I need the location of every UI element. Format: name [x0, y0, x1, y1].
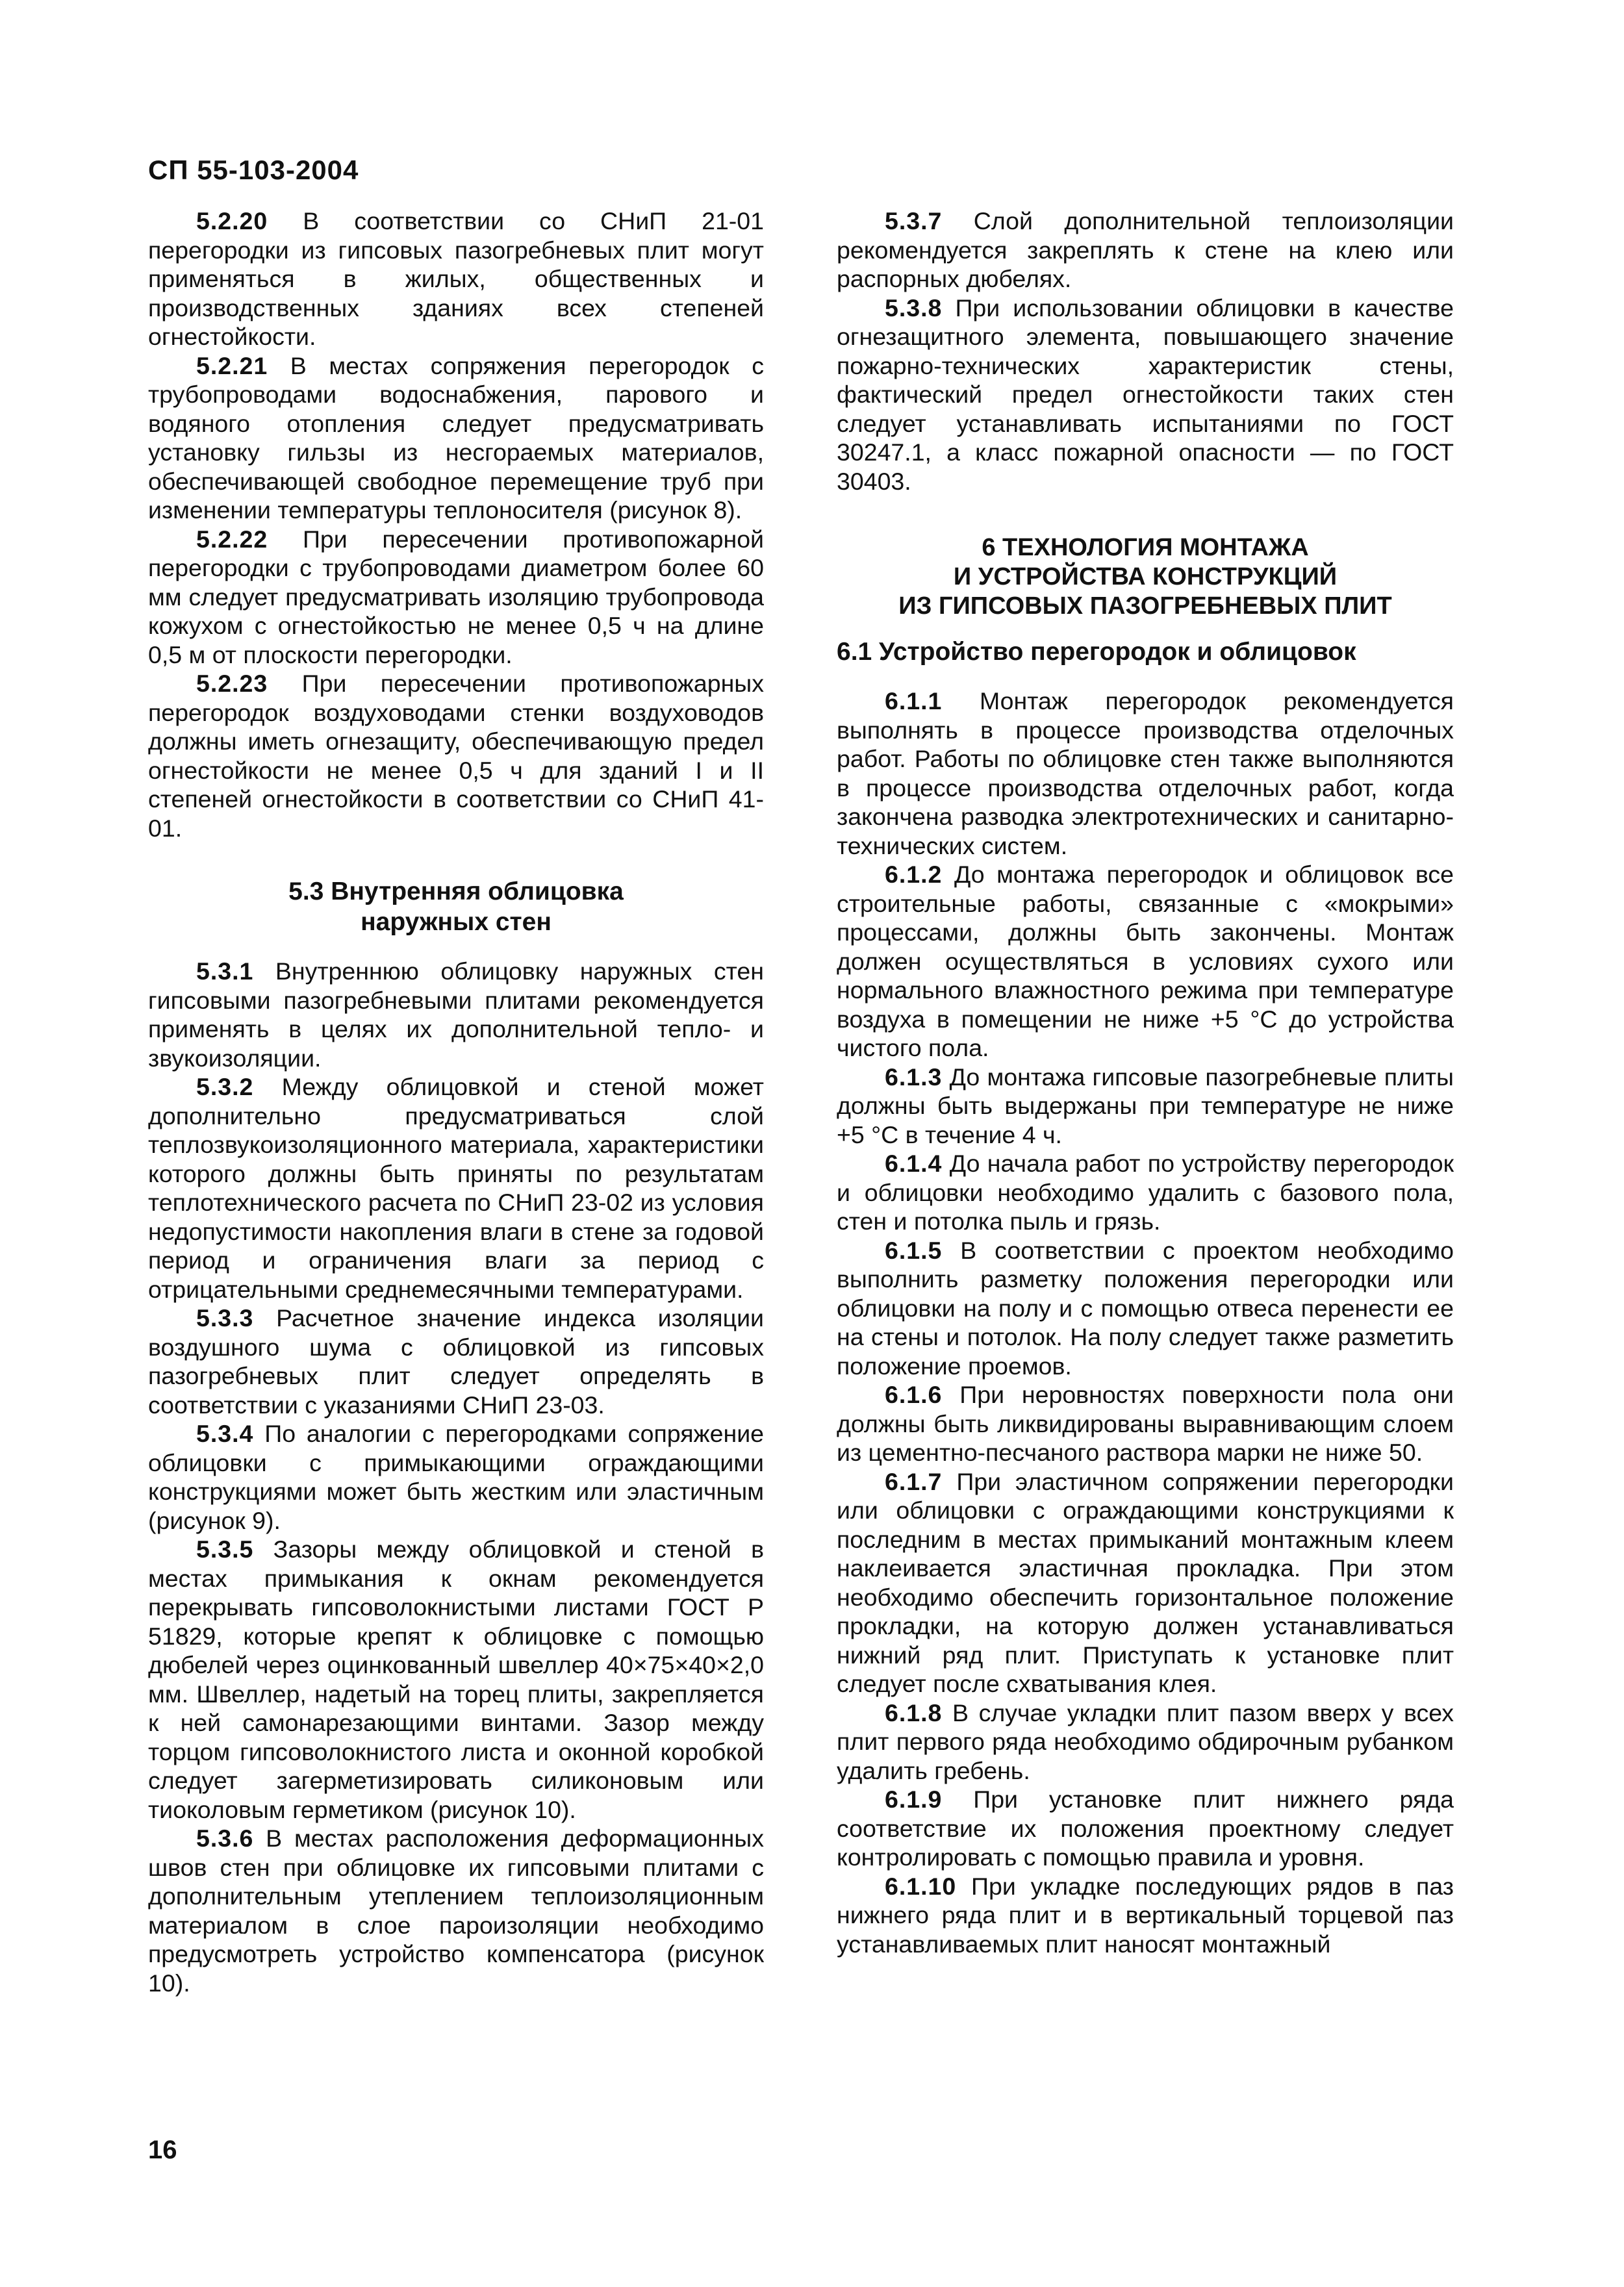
paragraph-text: Зазоры между облицовкой и стеной в местах примыкания к окнам рекомендуется перекрывать гипсоволокнистыми листами ГОСТ Р 51829, которые крепят к облицовке с помощью дюбелей через оцинкованный швеллер 40×75×40×2,0 мм. Швеллер, надетый на торец плиты, закрепляется к ней самонарезающими винтами. Зазор между торцом гипсоволокнистого листа и оконной коробкой следует загерметизировать силиконовым или тиоколовым герметиком (рисунок 10). [148, 1535, 764, 1823]
paragraph-6-1-2 [837, 860, 1454, 1063]
section-6-1-heading: 6.1 Устройство перегородок и облицовок [837, 638, 1356, 666]
paragraph-text: До начала работ по устройству перегородок и облицовки необходимо удалить с базового пола, стен и потолка пыль и грязь. [837, 1150, 1454, 1235]
paragraph-number: 5.3.7 [885, 207, 943, 234]
paragraph-5-3-4 [148, 1419, 764, 1535]
chapter-6-heading [837, 533, 1454, 621]
paragraph-6-1-8 [837, 1699, 1454, 1786]
paragraph-number: 5.2.21 [196, 351, 268, 379]
paragraph-5-3-2 [148, 1072, 764, 1304]
paragraph-text: Внутреннюю облицовку наружных стен гипсовыми пазогребневыми плитами рекомендуется применять в целях их дополнительной тепло- и звукоизоляции. [148, 957, 764, 1072]
paragraph-text: Монтаж перегородок рекомендуется выполнять в процессе производства отделочных работ. Работы по облицовке стен также выполняются в процессе производства отделочных работ, когда закончена разводка электротехнических и санитарно-технических систем. [837, 687, 1454, 859]
paragraph-5-2-20 [148, 207, 764, 351]
paragraph-number: 5.3.3 [196, 1304, 254, 1332]
paragraph-number: 6.1.4 [885, 1150, 943, 1177]
paragraph-6-1-10 [837, 1872, 1454, 1959]
paragraph-text: При эластичном сопряжении перегородки или облицовки с ограждающими конструкциями к последним в местах примыканий монтажным клеем наклеивается эластичная прокладка. При этом необходимо обеспечить горизонтальное положение прокладки, на которую должен устанавливаться нижний ряд плит. Приступать к установке плит следует после схватывания клея. [837, 1467, 1454, 1697]
paragraph-number: 6.1.5 [885, 1236, 943, 1264]
paragraph-5-3-8 [837, 294, 1454, 496]
paragraph-text: В местах сопряжения перегородок с трубопроводами водоснабжения, парового и водяного отопления следует предусматривать установку гильзы из несгораемых материалов, обеспечивающей свободное перемещение труб при изменении температуры теплоносителя (рисунок 8). [148, 351, 764, 524]
right-column [837, 207, 1454, 1958]
paragraph-text: Слой дополнительной теплоизоляции рекомендуется закреплять к стене на клею или распорных дюбелях. [837, 207, 1454, 292]
document-code: СП 55-103-2004 [148, 155, 359, 185]
paragraph-number: 6.1.2 [885, 861, 943, 888]
heading-line: 5.3 Внутренняя облицовка [288, 878, 624, 905]
paragraph-text: При неровностях поверхности пола они должны быть ликвидированы выравнивающим слоем из цементно-песчаного раствора марки не ниже 50. [837, 1381, 1454, 1466]
paragraph-number: 5.3.2 [196, 1073, 254, 1100]
paragraph-number: 6.1.1 [885, 687, 943, 714]
section-5-3-heading [148, 876, 764, 937]
paragraph-5-2-21 [148, 351, 764, 525]
paragraph-6-1-3 [837, 1063, 1454, 1150]
paragraph-text: При использовании облицовки в качестве огнезащитного элемента, повышающего значение пожарно-технических характеристик стены, фактический предел огнестойкости таких стен следует устанавливать испытаниями по ГОСТ 30247.1, а класс пожарной опасности — по ГОСТ 30403. [837, 294, 1454, 495]
paragraph-6-1-5 [837, 1236, 1454, 1381]
page-number: 16 [148, 2136, 177, 2164]
paragraph-6-1-1 [837, 687, 1454, 860]
paragraph-text: До монтажа гипсовые пазогребневые плиты должны быть выдержаны при температуре не ниже +5 °С в течение 4 ч. [837, 1063, 1454, 1148]
paragraph-number: 6.1.6 [885, 1381, 943, 1408]
paragraph-5-2-22 [148, 525, 764, 670]
heading-line: ИЗ ГИПСОВЫХ ПАЗОГРЕБНЕВЫХ ПЛИТ [898, 592, 1392, 620]
paragraph-number: 5.3.4 [196, 1420, 254, 1447]
paragraph-text: В соответствии с проектом необходимо выполнить разметку положения перегородки или облицовки на полу и с помощью отвеса перенести ее на стены и потолок. На полу следует также разметить положение проемов. [837, 1236, 1454, 1380]
heading-line: И УСТРОЙСТВА КОНСТРУКЦИЙ [953, 563, 1338, 590]
paragraph-5-3-5 [148, 1535, 764, 1824]
paragraph-number: 6.1.3 [885, 1063, 943, 1091]
paragraph-number: 6.1.10 [885, 1872, 957, 1900]
paragraph-text: В случае укладки плит пазом вверх у всех плит первого ряда необходимо обдирочным рубанком удалить гребень. [837, 1699, 1454, 1784]
paragraph-text: При укладке последующих рядов в паз нижнего ряда плит и в вертикальный торцевой паз устанавливаемых плит наносят монтажный [837, 1872, 1454, 1958]
paragraph-text: При установке плит нижнего ряда соответствие их положения проектному следует контролировать с помощью правила и уровня. [837, 1786, 1454, 1871]
paragraph-6-1-9 [837, 1785, 1454, 1872]
paragraph-number: 5.2.20 [196, 207, 268, 234]
paragraph-5-2-23 [148, 669, 764, 842]
paragraph-5-3-7 [837, 207, 1454, 294]
paragraph-number: 5.2.23 [196, 670, 268, 697]
left-column [148, 207, 764, 1997]
paragraph-5-3-3 [148, 1304, 764, 1419]
paragraph-number: 5.3.8 [885, 294, 943, 322]
paragraph-text: По аналогии с перегородками сопряжение облицовки с примыкающими ограждающими конструкциями может быть жестким или эластичным (рисунок 9). [148, 1420, 764, 1534]
paragraph-text: До монтажа перегородок и облицовок все строительные работы, связанные с «мокрыми» процессами, должны быть закончены. Монтаж должен осуществляться в условиях сухого или нормального влажностного режима при температуре воздуха в помещении не ниже +5 °С до устройства чистого пола. [837, 861, 1454, 1061]
paragraph-text: Между облицовкой и стеной может дополнительно предусматриваться слой теплозвукоизоляционного материала, характеристики которого должны быть приняты по результатам теплотехнического расчета по СНиП 23-02 из условия недопустимости накопления влаги в стене за годовой период и ограничения влаги за период с отрицательными среднемесячными температурами. [148, 1073, 764, 1303]
paragraph-number: 6.1.8 [885, 1699, 943, 1726]
heading-line: 6 ТЕХНОЛОГИЯ МОНТАЖА [982, 534, 1309, 561]
paragraph-number: 5.3.6 [196, 1825, 254, 1852]
paragraph-text: Расчетное значение индекса изоляции воздушного шума с облицовкой из гипсовых пазогребневых плит следует определять в соответствии с указаниями СНиП 23-03. [148, 1304, 764, 1419]
paragraph-6-1-6 [837, 1380, 1454, 1467]
paragraph-text: При пересечении противопожарной перегородки с трубопроводами диаметром более 60 мм следует предусматривать изоляцию трубопровода кожухом с огнестойкостью не менее 0,5 ч на длине 0,5 м от плоскости перегородки. [148, 525, 764, 668]
paragraph-5-3-6 [148, 1824, 764, 1997]
paragraph-6-1-7 [837, 1467, 1454, 1699]
paragraph-number: 6.1.7 [885, 1467, 943, 1495]
heading-line: наружных стен [361, 908, 552, 936]
paragraph-number: 5.2.22 [196, 525, 268, 553]
paragraph-text: При пересечении противопожарных перегородок воздуховодами стенки воздуховодов должны иметь огнезащиту, обеспечивающую предел огнестойкости не менее 0,5 ч для зданий I и II степеней огнестойкости в соответствии со СНиП 41-01. [148, 670, 764, 842]
paragraph-5-3-1 [148, 957, 764, 1072]
paragraph-text: В местах расположения деформационных швов стен при облицовке их гипсовыми плитами с дополнительным утеплением теплоизоляционным материалом в слое пароизоляции необходимо предусмотреть устройство компенсатора (рисунок 10). [148, 1825, 764, 1997]
paragraph-number: 5.3.1 [196, 957, 254, 985]
paragraph-text: В соответствии со СНиП 21-01 перегородки из гипсовых пазогребневых плит могут применяться в жилых, общественных и производственных зданиях всех степеней огнестойкости. [148, 207, 764, 350]
paragraph-number: 6.1.9 [885, 1786, 943, 1813]
paragraph-number: 5.3.5 [196, 1535, 254, 1563]
paragraph-6-1-4 [837, 1149, 1454, 1236]
